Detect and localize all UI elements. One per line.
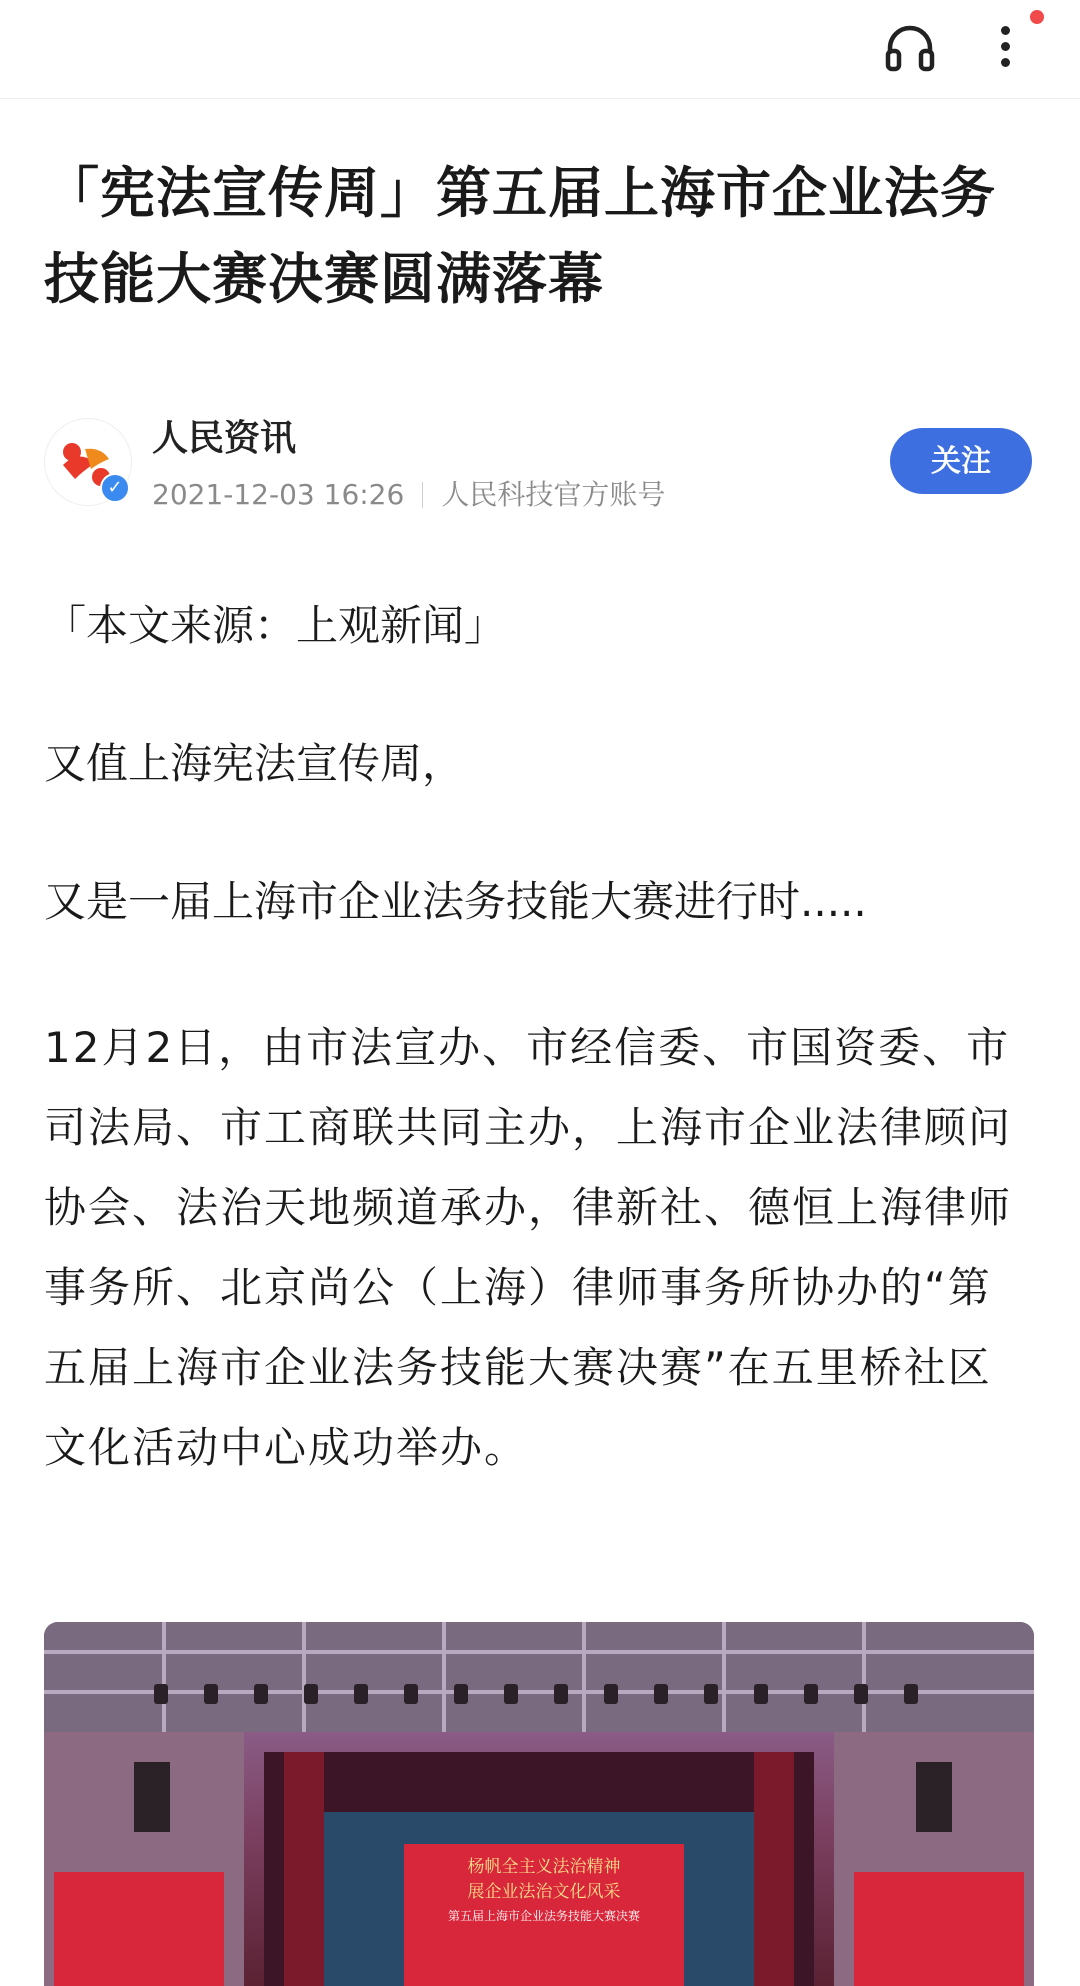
- author-name[interactable]: 人民资讯: [152, 418, 297, 459]
- author-account: 人民科技官方账号: [441, 478, 666, 511]
- source-line: 「本文来源：上观新闻」: [44, 601, 507, 650]
- paragraph-1: 又值上海宪法宣传周，: [44, 739, 465, 788]
- stage-banner-line2: 展企业法治文化风采: [467, 1882, 621, 1902]
- author-meta: [152, 473, 665, 513]
- stage-photo-drawing: [44, 1622, 1034, 1986]
- article-photo[interactable]: [44, 1622, 1034, 1986]
- more-vertical-icon[interactable]: [990, 16, 1020, 76]
- meta-divider: [422, 482, 423, 508]
- verified-check-icon: ✓: [100, 473, 130, 503]
- notification-dot: [1030, 10, 1044, 24]
- follow-button[interactable]: 关注: [890, 428, 1032, 494]
- stage-banner-line1: 杨帆全主义法治精神: [467, 1857, 621, 1877]
- paragraph-2: 又是一届上海市企业法务技能大赛进行时.....: [44, 877, 867, 926]
- article-title: 「宪法宣传周」第五届上海市企业法务技能大赛决赛圆满落幕: [44, 161, 997, 311]
- stage-banner-line3: 第五届上海市企业法务技能大赛决赛: [447, 1909, 641, 1923]
- publish-date: 2021-12-03 16:26: [152, 478, 405, 511]
- headphone-icon[interactable]: [880, 18, 940, 78]
- top-bar: [0, 0, 1080, 99]
- paragraph-3: 12月2日，由市法宣办、市经信委、市国资委、市司法局、市工商联共同主办，上海市企业法律顾问协会、法治天地频道承办，律新社、德恒上海律师事务所、北京尚公（上海）律师事务所协办的“第五届上海市企业法务技能大赛决赛”在五里桥社区文化活动中心成功举办。: [44, 1023, 1013, 1472]
